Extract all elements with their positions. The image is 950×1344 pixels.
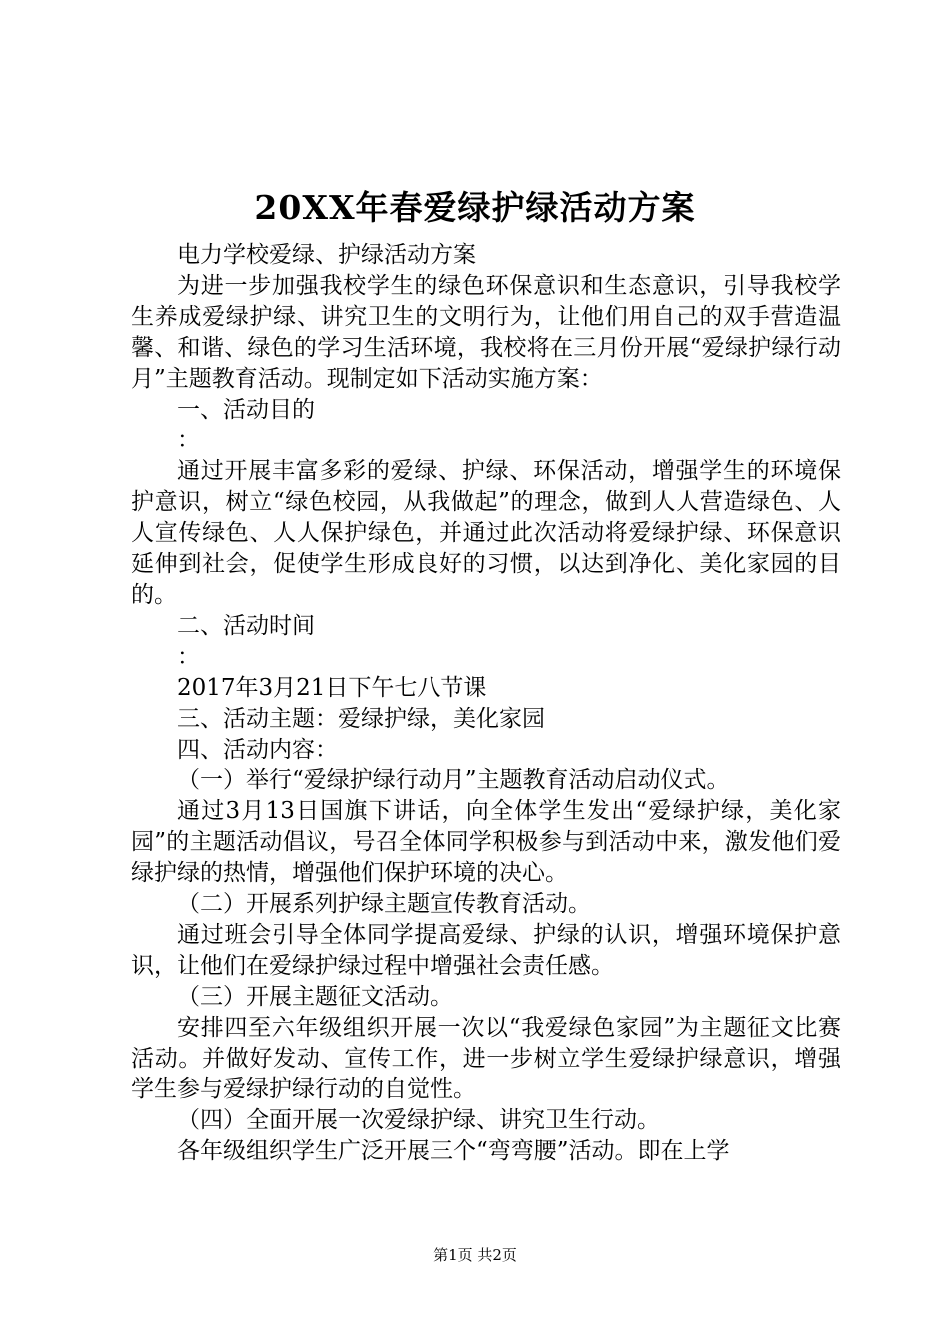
paragraph-content-4: 各年级组织学生广泛开展三个“弯弯腰”活动。即在上学 (177, 1138, 730, 1165)
page-footer: 第1页 共2页 (433, 1246, 517, 1264)
paragraph-content-2: 通过班会引导全体同学提高爱绿、护绿的认识，增强环境保护意识，让他们在爱绿护绿过程中增强社会责任感。 (131, 921, 841, 979)
paragraph-purpose: 通过开展丰富多彩的爱绿、护绿、环保活动，增强学生的环境保护意识，树立“绿色校园，从我做起”的理念，做到人人营造绿色、人人宣传绿色、人人保护绿色，并通过此次活动将爱绿护绿、环保意识延伸到社会，促使学生形成良好的习惯，以达到净化、美化家园的目的。 (131, 458, 841, 608)
paragraph-subtitle: 电力学校爱绿、护绿活动方案 (177, 242, 476, 268)
section-heading-theme: 三、活动主题：爱绿护绿，美化家园 (177, 705, 545, 732)
section-heading-time: 二、活动时间 (177, 612, 315, 639)
subsection-heading-1: （一）举行“爱绿护绿行动月”主题教育活动启动仪式。 (177, 767, 730, 794)
section-heading-content: 四、活动内容： (177, 736, 338, 763)
subsection-heading-3: （三）开展主题征文活动。 (177, 983, 453, 1010)
colon-line: ： (177, 643, 200, 670)
subsection-heading-4: （四）全面开展一次爱绿护绿、讲究卫生行动。 (177, 1107, 660, 1134)
paragraph-time: 2017年3月21日下午七八节课 (177, 674, 487, 701)
colon-line: ： (177, 427, 200, 454)
document-title: 20XX年春爱绿护绿活动方案 (254, 188, 696, 227)
document-body (131, 240, 841, 1167)
section-heading-purpose: 一、活动目的 (177, 396, 315, 423)
paragraph-content-1: 通过3月13日国旗下讲话，向全体学生发出“爱绿护绿，美化家园”的主题活动倡议，号召全体同学积极参与到活动中来，激发他们爱绿护绿的热情，增强他们保护环境的决心。 (131, 798, 841, 887)
subsection-heading-2: （二）开展系列护绿主题宣传教育活动。 (177, 891, 591, 918)
paragraph-intro: 为进一步加强我校学生的绿色环保意识和生态意识，引导我校学生养成爱绿护绿、讲究卫生的文明行为，让他们用自己的双手营造温馨、和谐、绿色的学习生活环境，我校将在三月份开展“爱绿护绿行动月”主题教育活动。现制定如下活动实施方案： (131, 272, 841, 392)
paragraph-content-3: 安排四至六年级组织开展一次以“我爱绿色家园”为主题征文比赛活动。并做好发动、宣传工作，进一步树立学生爱绿护绿意识，增强学生参与爱绿护绿行动的自觉性。 (131, 1014, 841, 1103)
